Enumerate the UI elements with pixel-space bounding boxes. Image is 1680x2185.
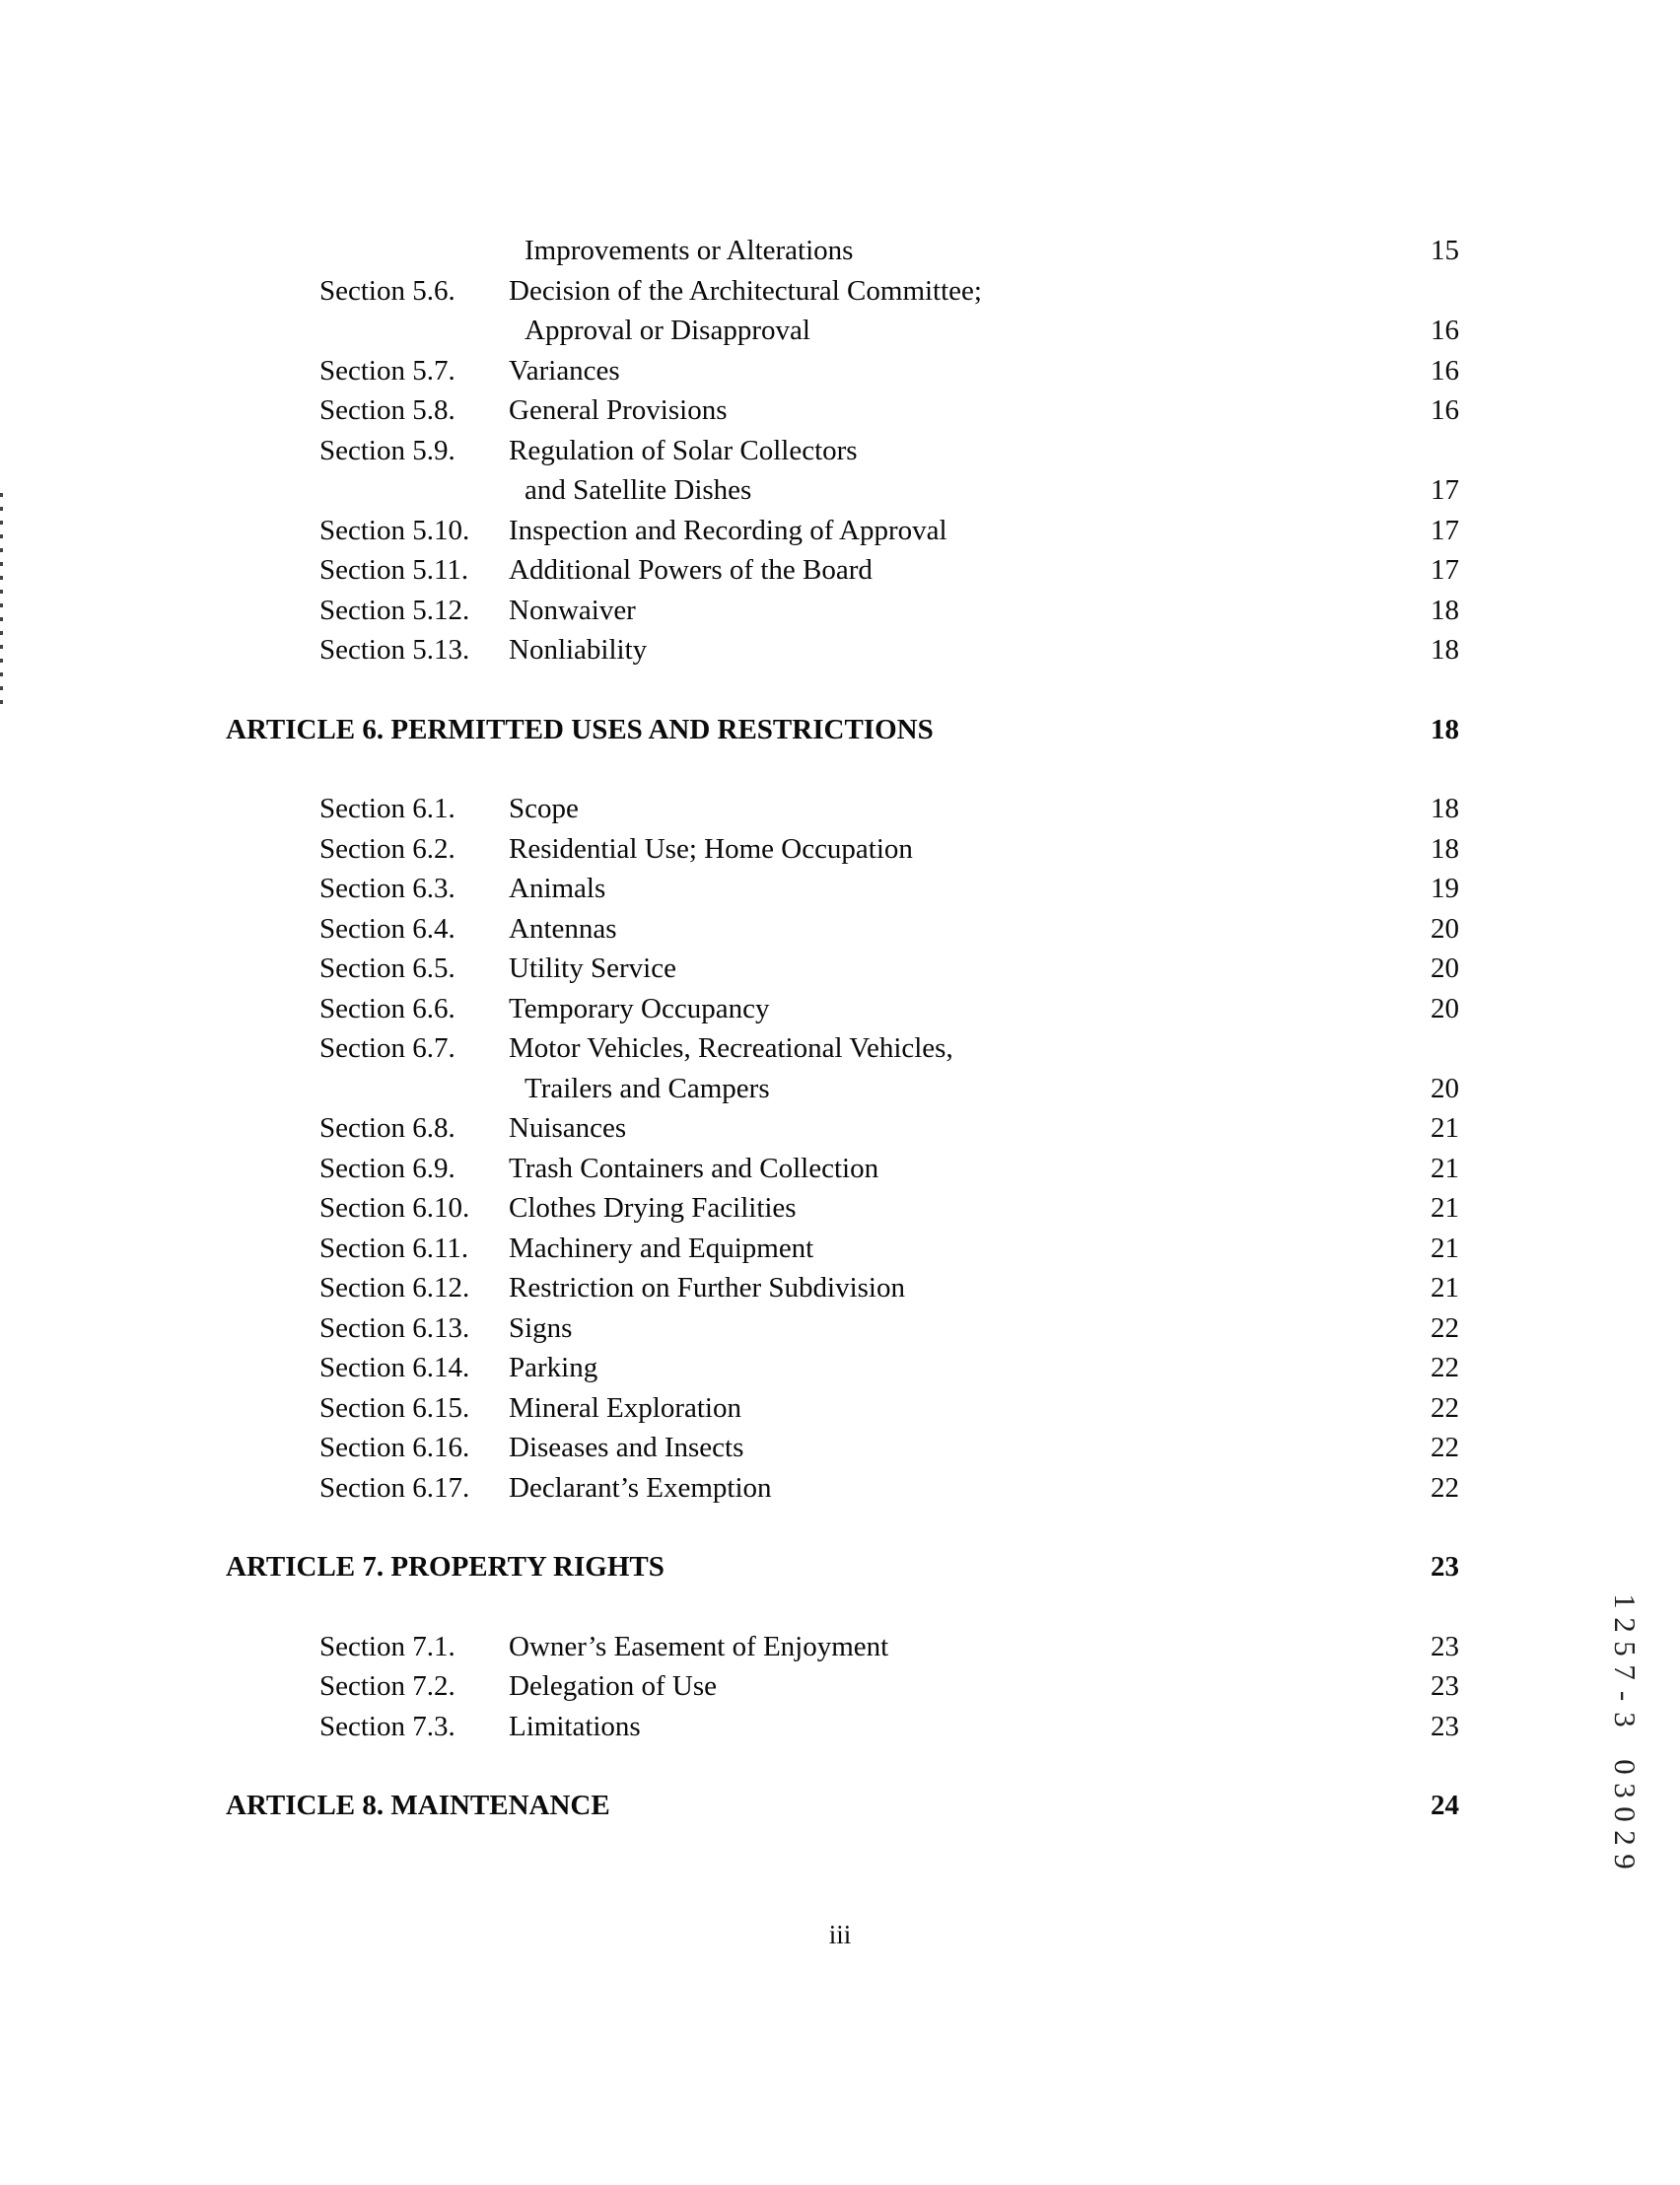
section-number: Section 6.2. bbox=[319, 832, 455, 865]
section-title: Trash Containers and Collection bbox=[509, 1152, 879, 1184]
section-page-number: 17 bbox=[1431, 474, 1459, 506]
stamp-char: 5 bbox=[1608, 1641, 1643, 1656]
article-page-number: 18 bbox=[1431, 713, 1459, 745]
section-number: Section 7.3. bbox=[319, 1710, 455, 1742]
toc-entry-continuation bbox=[0, 1069, 1680, 1108]
section-title: Animals bbox=[509, 873, 606, 904]
article-page-number: 24 bbox=[1431, 1790, 1459, 1821]
section-title-continued: and Satellite Dishes bbox=[525, 474, 752, 506]
stamp-char: - bbox=[1608, 1690, 1643, 1702]
toc-entry bbox=[0, 949, 1680, 988]
section-title: Machinery and Equipment bbox=[509, 1232, 814, 1264]
section-title-continued: Approval or Disapproval bbox=[525, 315, 810, 346]
section-number: Section 6.6. bbox=[319, 992, 455, 1024]
stamp-char: 7 bbox=[1608, 1664, 1643, 1680]
toc-entry bbox=[0, 1308, 1680, 1348]
stamp-char: 3 bbox=[1608, 1712, 1643, 1727]
section-title: Decision of the Architectural Committee; bbox=[509, 274, 982, 307]
section-page-number: 22 bbox=[1431, 1471, 1459, 1504]
section-title: Scope bbox=[509, 793, 579, 824]
article-heading bbox=[0, 710, 1680, 749]
toc-entry bbox=[0, 550, 1680, 590]
section-page-number: 21 bbox=[1431, 1272, 1459, 1304]
section-title: Signs bbox=[509, 1311, 573, 1344]
section-title: Additional Powers of the Board bbox=[509, 554, 873, 586]
stamp-char: 0 bbox=[1608, 1759, 1643, 1775]
section-page-number: 20 bbox=[1431, 952, 1459, 984]
stamp-char: 9 bbox=[1608, 1854, 1643, 1869]
toc-entry bbox=[0, 829, 1680, 869]
section-page-number: 21 bbox=[1431, 1232, 1459, 1264]
section-number: Section 5.7. bbox=[319, 354, 455, 387]
section-title: Clothes Drying Facilities bbox=[509, 1192, 797, 1224]
section-number: Section 7.2. bbox=[319, 1670, 455, 1702]
stamp-char: 2 bbox=[1608, 1617, 1643, 1633]
toc-entry bbox=[0, 1149, 1680, 1188]
section-number: Section 6.15. bbox=[319, 1391, 470, 1424]
section-page-number: 21 bbox=[1431, 1112, 1459, 1144]
section-page-number: 22 bbox=[1431, 1432, 1459, 1463]
toc-entry bbox=[0, 1108, 1680, 1148]
section-page-number: 23 bbox=[1431, 1710, 1459, 1742]
toc-entry-continuation bbox=[0, 470, 1680, 510]
section-title: Residential Use; Home Occupation bbox=[509, 832, 913, 865]
stamp-char: 0 bbox=[1608, 1806, 1643, 1822]
scan-edge-mark bbox=[0, 493, 3, 710]
section-page-number: 23 bbox=[1431, 1630, 1459, 1662]
section-number: Section 6.1. bbox=[319, 793, 455, 824]
section-page-number: 22 bbox=[1431, 1311, 1459, 1344]
section-number: Section 6.13. bbox=[319, 1311, 470, 1344]
page-number: iii bbox=[828, 1920, 852, 1949]
section-number: Section 6.17. bbox=[319, 1471, 470, 1504]
article-title: ARTICLE 7. PROPERTY RIGHTS bbox=[226, 1551, 665, 1583]
section-number: Section 6.10. bbox=[319, 1192, 470, 1224]
section-number: Section 6.5. bbox=[319, 952, 455, 984]
section-title: Mineral Exploration bbox=[509, 1391, 741, 1424]
toc-entry bbox=[0, 909, 1680, 949]
section-page-number: 16 bbox=[1431, 315, 1459, 346]
section-page-number: 15 bbox=[1431, 235, 1459, 266]
section-page-number: 17 bbox=[1431, 554, 1459, 586]
toc-entry bbox=[0, 431, 1680, 470]
section-page-number: 18 bbox=[1431, 832, 1459, 865]
section-number: Section 5.8. bbox=[319, 394, 455, 426]
section-page-number: 20 bbox=[1431, 912, 1459, 945]
section-number: Section 7.1. bbox=[319, 1630, 455, 1662]
section-title-continued: Improvements or Alterations bbox=[525, 235, 854, 266]
section-page-number: 21 bbox=[1431, 1152, 1459, 1184]
toc-entry bbox=[0, 351, 1680, 390]
section-number: Section 5.11. bbox=[319, 554, 469, 586]
section-number: Section 6.4. bbox=[319, 912, 455, 945]
section-number: Section 6.7. bbox=[319, 1032, 455, 1064]
section-title: Owner’s Easement of Enjoyment bbox=[509, 1630, 889, 1662]
toc-entry bbox=[0, 1028, 1680, 1068]
section-title: General Provisions bbox=[509, 394, 728, 426]
section-page-number: 20 bbox=[1431, 1072, 1459, 1104]
toc-entry bbox=[0, 1428, 1680, 1467]
section-title: Motor Vehicles, Recreational Vehicles, bbox=[509, 1032, 953, 1064]
section-title: Utility Service bbox=[509, 952, 676, 984]
article-title: ARTICLE 6. PERMITTED USES AND RESTRICTIONS bbox=[226, 713, 934, 745]
section-page-number: 18 bbox=[1431, 793, 1459, 824]
section-title: Antennas bbox=[509, 912, 617, 945]
stamp-char: 2 bbox=[1608, 1830, 1643, 1846]
section-page-number: 23 bbox=[1431, 1670, 1459, 1702]
article-heading bbox=[0, 1786, 1680, 1825]
toc-entry bbox=[0, 869, 1680, 908]
article-heading bbox=[0, 1547, 1680, 1586]
stamp-char: 1 bbox=[1608, 1593, 1643, 1609]
section-page-number: 21 bbox=[1431, 1192, 1459, 1224]
section-number: Section 5.12. bbox=[319, 594, 470, 626]
toc-entry-continuation bbox=[0, 311, 1680, 350]
toc-entry bbox=[0, 1388, 1680, 1428]
toc-entry bbox=[0, 271, 1680, 311]
section-page-number: 16 bbox=[1431, 394, 1459, 426]
section-page-number: 19 bbox=[1431, 873, 1459, 904]
section-title: Limitations bbox=[509, 1710, 641, 1742]
stamp-char: 3 bbox=[1608, 1783, 1643, 1798]
section-number: Section 6.11. bbox=[319, 1232, 469, 1264]
section-number: Section 6.8. bbox=[319, 1112, 455, 1144]
section-page-number: 20 bbox=[1431, 992, 1459, 1024]
section-title: Restriction on Further Subdivision bbox=[509, 1272, 905, 1304]
section-number: Section 5.10. bbox=[319, 514, 470, 546]
toc-entry bbox=[0, 390, 1680, 430]
section-page-number: 22 bbox=[1431, 1352, 1459, 1383]
section-title: Variances bbox=[509, 354, 620, 387]
section-title: Declarant’s Exemption bbox=[509, 1471, 772, 1504]
section-page-number: 17 bbox=[1431, 514, 1459, 546]
bates-stamp bbox=[1605, 1589, 1645, 1873]
toc-entry bbox=[0, 1268, 1680, 1307]
section-title: Delegation of Use bbox=[509, 1670, 717, 1702]
toc-entry bbox=[0, 1229, 1680, 1268]
toc-entry bbox=[0, 630, 1680, 670]
toc-entry bbox=[0, 511, 1680, 550]
section-title: Nonliability bbox=[509, 634, 648, 666]
section-title: Nuisances bbox=[509, 1112, 627, 1144]
section-number: Section 6.12. bbox=[319, 1272, 470, 1304]
section-page-number: 22 bbox=[1431, 1391, 1459, 1424]
section-title: Inspection and Recording of Approval bbox=[509, 514, 947, 546]
toc-entry bbox=[0, 1188, 1680, 1228]
section-title: Parking bbox=[509, 1352, 598, 1383]
toc-entry bbox=[0, 1707, 1680, 1746]
section-page-number: 16 bbox=[1431, 354, 1459, 387]
toc-entry bbox=[0, 1666, 1680, 1706]
section-number: Section 5.13. bbox=[319, 634, 470, 666]
section-title: Nonwaiver bbox=[509, 594, 636, 626]
section-title-continued: Trailers and Campers bbox=[525, 1072, 770, 1104]
section-page-number: 18 bbox=[1431, 594, 1459, 626]
toc-entry bbox=[0, 989, 1680, 1028]
toc-entry bbox=[0, 1627, 1680, 1666]
section-page-number: 18 bbox=[1431, 634, 1459, 666]
section-title: Regulation of Solar Collectors bbox=[509, 434, 858, 466]
section-number: Section 5.9. bbox=[319, 434, 455, 466]
section-title: Diseases and Insects bbox=[509, 1432, 744, 1463]
toc-entry bbox=[0, 591, 1680, 630]
article-title: ARTICLE 8. MAINTENANCE bbox=[226, 1790, 610, 1821]
toc-entry bbox=[0, 231, 1680, 270]
section-title: Temporary Occupancy bbox=[509, 992, 770, 1024]
section-number: Section 6.3. bbox=[319, 873, 455, 904]
toc-entry bbox=[0, 1348, 1680, 1387]
section-number: Section 5.6. bbox=[319, 274, 455, 307]
section-number: Section 6.14. bbox=[319, 1352, 470, 1383]
toc-entry bbox=[0, 1468, 1680, 1508]
toc-entry bbox=[0, 789, 1680, 828]
section-number: Section 6.9. bbox=[319, 1152, 455, 1184]
article-page-number: 23 bbox=[1431, 1551, 1459, 1583]
section-number: Section 6.16. bbox=[319, 1432, 470, 1463]
